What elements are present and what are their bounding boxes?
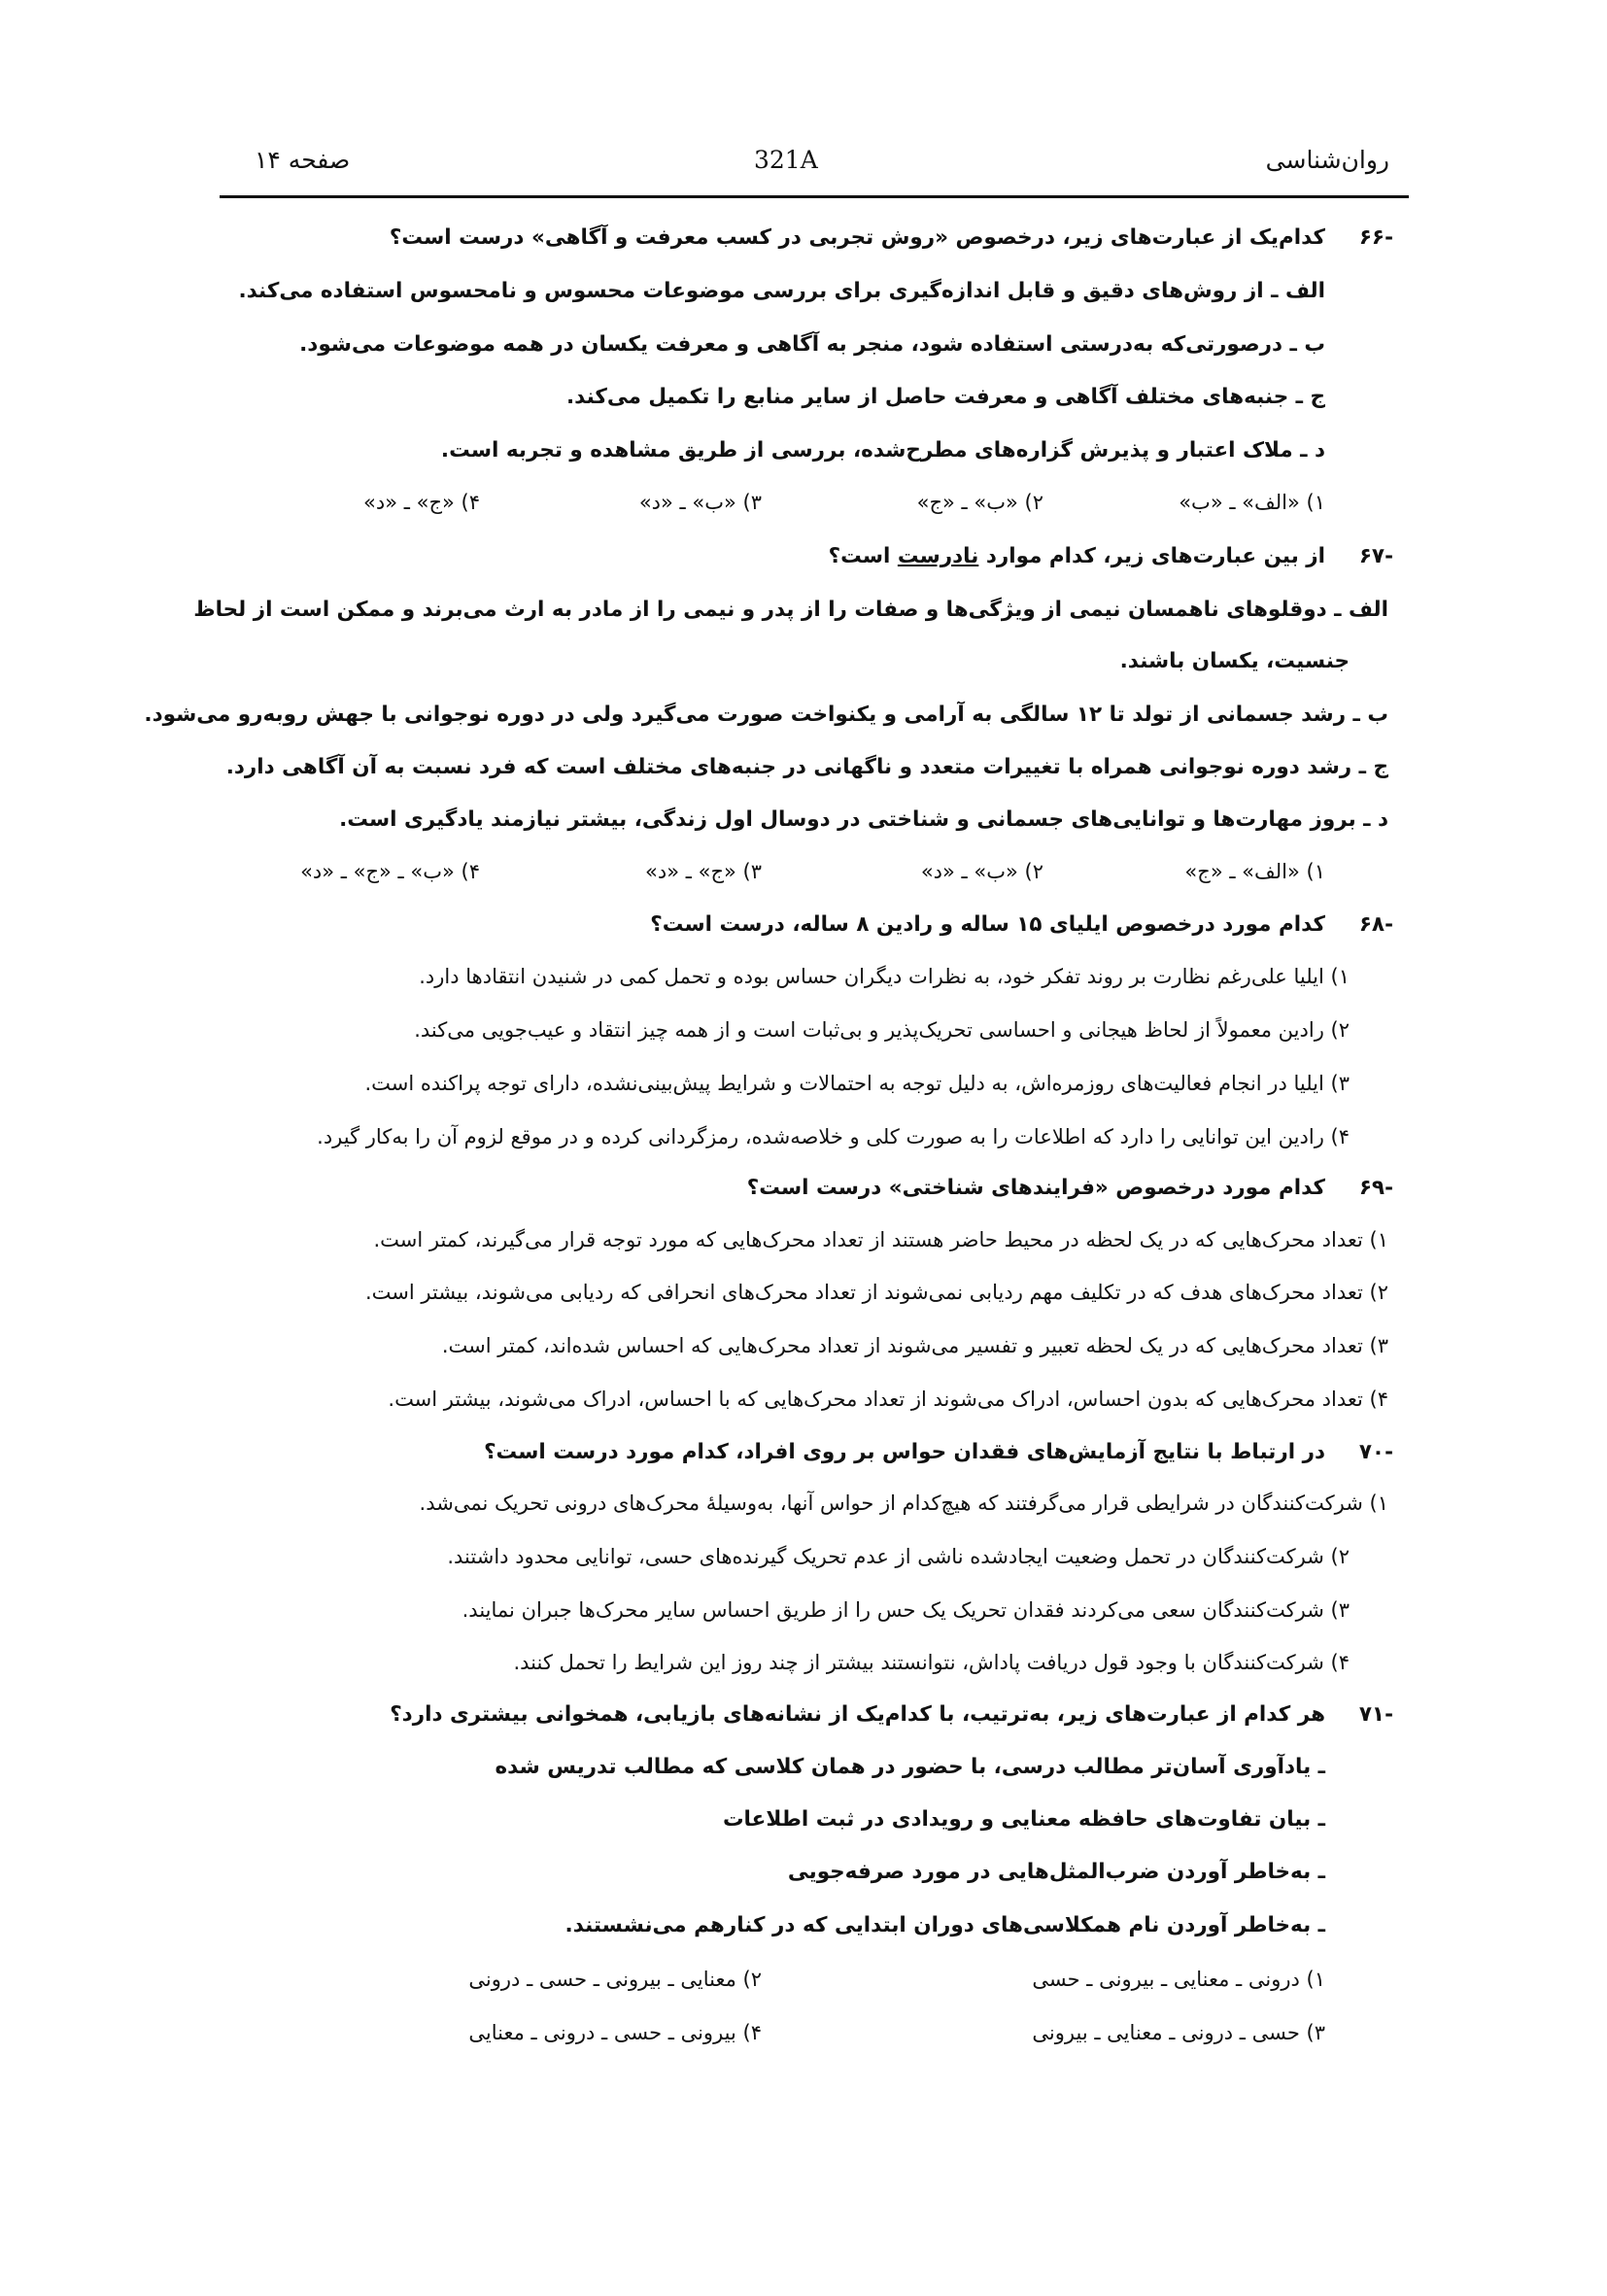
- header-divider: [220, 195, 1409, 198]
- q66-option-2[interactable]: ۲) «ب» ـ «ج»: [916, 491, 1043, 514]
- q71-option-2[interactable]: ۲) معنایی ـ بیرونی ـ حسی ـ درونی: [468, 1968, 762, 1991]
- q71-statement-3: ـ به‌خاطر آوردن ضرب‌المثل‌هایی در مورد صرفه‌جویی: [787, 1860, 1325, 1884]
- q68-option-4[interactable]: ۴) رادین این توانایی را دارد که اطلاعات را به صورت کلی و خلاصه‌شده، رمزگردانی کرده و در موقع لزوم آن را به‌کار گیرد.: [317, 1125, 1350, 1148]
- q70-option-4[interactable]: ۴) شرکت‌کنندگان با وجود قول دریافت پاداش، نتوانستند بیشتر از چند روز این شرایط را تحمل کنند.: [513, 1651, 1350, 1674]
- q66-option-3[interactable]: ۳) «ب» ـ «د»: [638, 491, 762, 514]
- q68-option-1[interactable]: ۱) ایلیا علی‌رغم نظارت بر روند تفکر خود، به نظرات دیگران حساس بوده و تحمل کمی در شنیدن انتقادها دارد.: [419, 965, 1350, 988]
- q67-item-dal: د ـ بروز مهارت‌ها و توانایی‌های جسمانی و شناختی در دوسال اول زندگی، بیشتر نیازمند یادگیری است.: [339, 807, 1388, 832]
- q69-option-4[interactable]: ۴) تعداد محرک‌هایی که بدون احساس، ادراک می‌شوند از تعداد محرک‌هایی که با احساس، ادراک می‌شوند، بیشتر است.: [388, 1388, 1388, 1411]
- q66-item-alef: الف ـ از روش‌های دقیق و قابل اندازه‌گیری برای بررسی موضوعات محسوس و نامحسوس استفاده می‌کند.: [238, 279, 1325, 303]
- question-67-stem: از بین عبارت‌های زیر، کدام موارد نادرست است؟: [828, 544, 1325, 568]
- q67-option-3[interactable]: ۳) «ج» ـ «د»: [645, 860, 762, 883]
- q67-item-jim: ج ـ رشد دوره نوجوانی همراه با تغییرات متعدد و ناگهانی در جنبه‌های مختلف است که فرد نسبت به آن آگاهی دارد.: [225, 755, 1388, 779]
- q68-option-2[interactable]: ۲) رادین معمولاً از لحاظ هیجانی و احساسی تحریک‌پذیر و بی‌ثبات است و از همه چیز انتقاد و عیب‌جویی می‌کند.: [414, 1018, 1350, 1042]
- page-number-label: صفحه ۱۴: [255, 146, 351, 174]
- subject-title: روان‌شناسی: [1265, 146, 1389, 174]
- q67-item-be: ب ـ رشد جسمانی از تولد تا ۱۲ سالگی به آرامی و یکنواخت صورت می‌گیرد ولی در دوره نوجوانی با جهش روبه‌رو می‌شود.: [144, 703, 1388, 727]
- question-71-number: -۷۱: [1358, 1702, 1393, 1727]
- q67-option-4[interactable]: ۴) «ب» ـ «ج» ـ «د»: [300, 860, 480, 883]
- question-71-stem: هر کدام از عبارت‌های زیر، به‌ترتیب، با کدام‌یک از نشانه‌های بازیابی، همخوانی بیشتری دارد؟: [390, 1702, 1325, 1727]
- q71-option-1[interactable]: ۱) درونی ـ معنایی ـ بیرونی ـ حسی: [1032, 1968, 1325, 1991]
- question-69-stem: کدام مورد درخصوص «فرایندهای شناختی» درست است؟: [746, 1176, 1325, 1200]
- q66-option-1[interactable]: ۱) «الف» ـ «ب»: [1179, 491, 1325, 514]
- q71-statement-4: ـ به‌خاطر آوردن نام همکلاسی‌های دوران ابتدایی که در کنارهم می‌نشستند.: [564, 1913, 1325, 1937]
- q71-statement-1: ـ یادآوری آسان‌تر مطالب درسی، با حضور در همان کلاسی که مطالب تدریس شده: [495, 1755, 1325, 1779]
- question-70-number: -۷۰: [1358, 1440, 1393, 1464]
- booklet-code: 321A: [754, 146, 818, 174]
- q71-option-4[interactable]: ۴) بیرونی ـ حسی ـ درونی ـ معنایی: [468, 2021, 762, 2044]
- q67-item-alef-cont: جنسیت، یکسان باشند.: [1119, 649, 1350, 673]
- q70-option-3[interactable]: ۳) شرکت‌کنندگان سعی می‌کردند فقدان تحریک یک حس را از طریق احساس سایر محرک‌ها جبران نمایند.: [462, 1598, 1350, 1622]
- question-68-number: -۶۸: [1358, 912, 1393, 937]
- q70-option-2[interactable]: ۲) شرکت‌کنندگان در تحمل وضعیت ایجادشده ناشی از عدم تحریک گیرنده‌های حسی، توانایی محدود داشتند.: [447, 1545, 1350, 1568]
- negation-word: نادرست: [897, 544, 979, 568]
- q71-option-3[interactable]: ۳) حسی ـ درونی ـ معنایی ـ بیرونی: [1032, 2021, 1325, 2044]
- q69-option-2[interactable]: ۲) تعداد محرک‌های هدف که در تکلیف مهم ردیابی نمی‌شوند از تعداد محرک‌های انحرافی که ردیابی می‌شوند، بیشتر است.: [365, 1281, 1388, 1304]
- q68-option-3[interactable]: ۳) ایلیا در انجام فعالیت‌های روزمره‌اش، به دلیل توجه به احتمالات و شرایط پیش‌بینی‌نشده، دارای توجه پراکنده است.: [364, 1072, 1350, 1095]
- question-66-number: -۶۶: [1358, 225, 1393, 250]
- q71-statement-2: ـ بیان تفاوت‌های حافظه معنایی و رویدادی در ثبت اطلاعات: [722, 1807, 1325, 1832]
- question-66-stem: کدام‌یک از عبارت‌های زیر، درخصوص «روش تجربی در کسب معرفت و آگاهی» درست است؟: [389, 225, 1325, 250]
- q70-option-1[interactable]: ۱) شرکت‌کنندگان در شرایطی قرار می‌گرفتند که هیچ‌کدام از حواس آنها، به‌وسیلهٔ محرک‌های درونی تحریک نمی‌شد.: [419, 1491, 1388, 1515]
- q66-option-4[interactable]: ۴) «ج» ـ «د»: [363, 491, 480, 514]
- question-70-stem: در ارتباط با نتایج آزمایش‌های فقدان حواس بر روی افراد، کدام مورد درست است؟: [484, 1440, 1325, 1464]
- q69-option-1[interactable]: ۱) تعداد محرک‌هایی که در یک لحظه در محیط حاضر هستند از تعداد محرک‌هایی که مورد توجه قرار می‌گیرند، کمتر است.: [373, 1228, 1388, 1251]
- question-69-number: -۶۹: [1358, 1176, 1393, 1200]
- q66-item-be: ب ـ درصورتی‌که به‌درستی استفاده شود، منجر به آگاهی و معرفت یکسان در همه موضوعات می‌شود.: [299, 332, 1325, 357]
- q69-option-3[interactable]: ۳) تعداد محرک‌هایی که در یک لحظه تعبیر و تفسیر می‌شوند از تعداد محرک‌هایی که احساس شده‌اند، کمتر است.: [441, 1334, 1388, 1357]
- question-67-number: -۶۷: [1358, 544, 1393, 568]
- q67-option-2[interactable]: ۲) «ب» ـ «د»: [920, 860, 1043, 883]
- question-68-stem: کدام مورد درخصوص ایلیای ۱۵ ساله و رادین ۸ ساله، درست است؟: [650, 912, 1325, 937]
- q67-item-alef: الف ـ دوقلوهای ناهمسان نیمی از ویژگی‌ها و صفات را از پدر و نیمی را از مادر به ارث می‌برند و ممکن است از لحاظ: [193, 598, 1388, 622]
- q66-item-dal: د ـ ملاک اعتبار و پذیرش گزاره‌های مطرح‌شده، بررسی از طریق مشاهده و تجربه است.: [440, 438, 1325, 463]
- q67-option-1[interactable]: ۱) «الف» ـ «ج»: [1184, 860, 1325, 883]
- q66-item-jim: ج ـ جنبه‌های مختلف آگاهی و معرفت حاصل از سایر منابع را تکمیل می‌کند.: [565, 385, 1325, 409]
